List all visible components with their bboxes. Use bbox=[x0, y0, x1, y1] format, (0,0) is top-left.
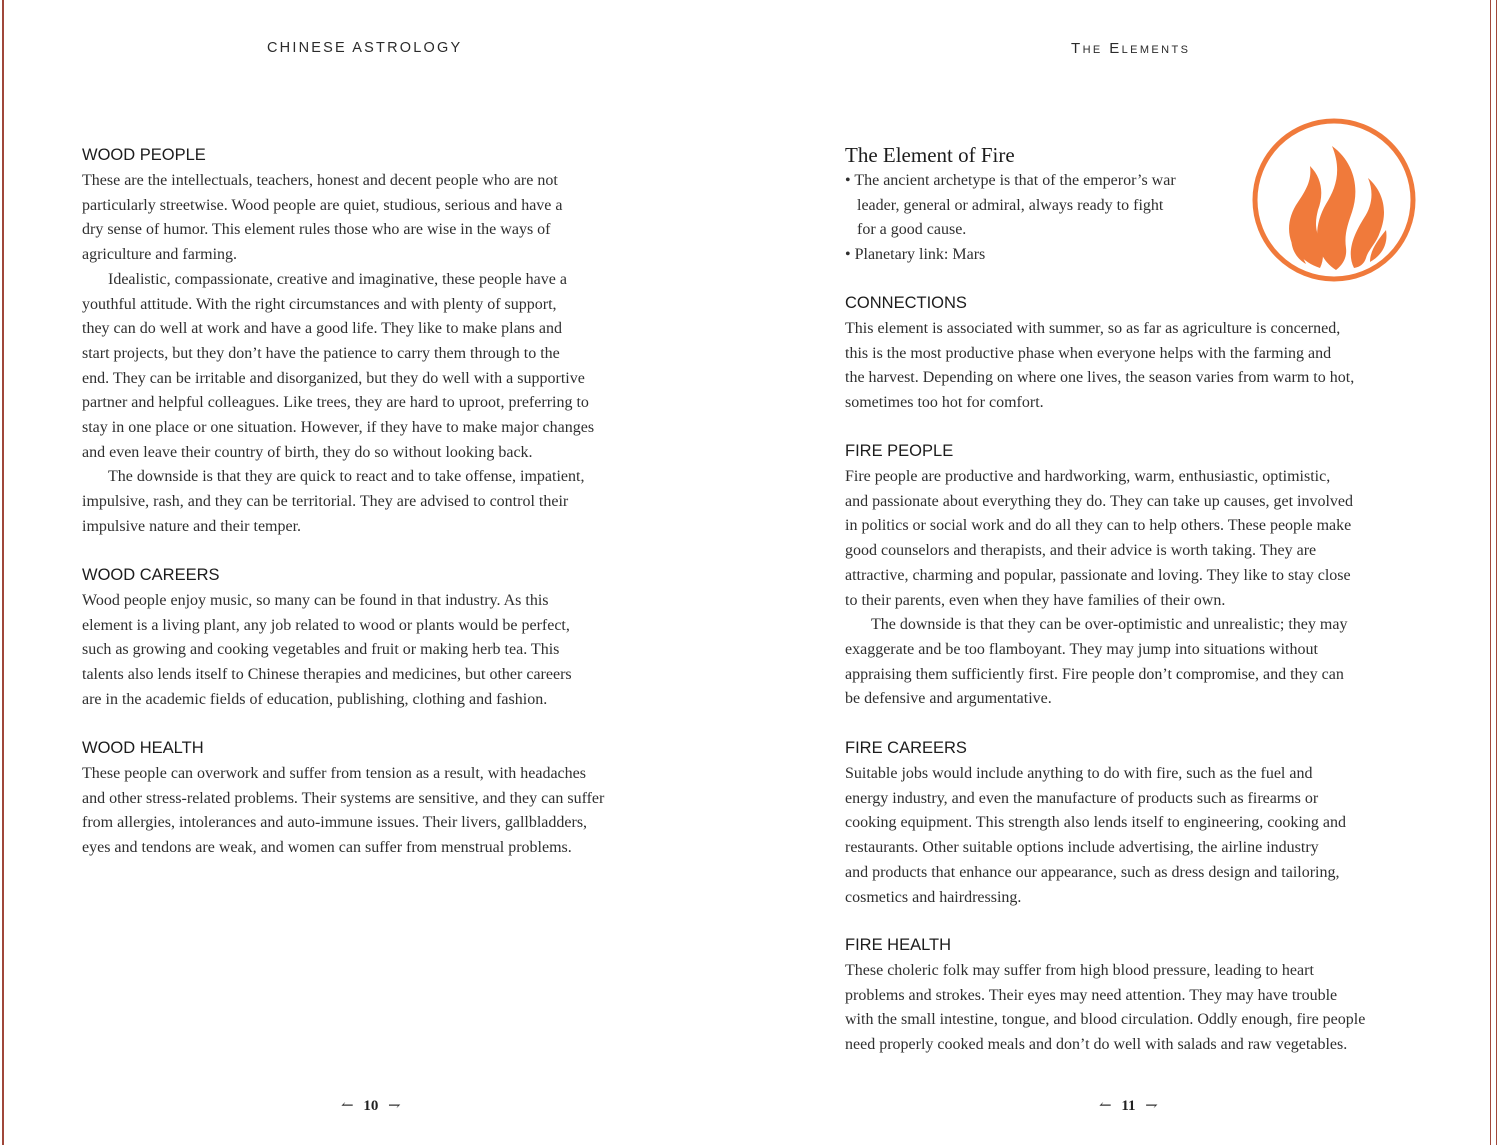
element-title: The Element of Fire bbox=[845, 143, 1015, 167]
paragraph: Fire people are productive and hardworking, warm, enthusiastic, optimistic, and passionate about everything they do. They can take up causes, get involved in politics or social work and do all they can to help others. These people make good counselors and therapists, and their advice is worth taking. They are attractive, charming and popular, passionate and loving. They like to stay close to their parents, even when they have families of their own. bbox=[845, 468, 1353, 609]
page-number: ↼ 11 ⇁ bbox=[1099, 1098, 1158, 1114]
paragraph: The downside is that they can be over-optimistic and unrealistic; they may exaggerate and be too flamboyant. They may jump into situations without appraising them sufficiently first. Fire people don’t compromise, and they can be defensive and argumentative. bbox=[845, 616, 1348, 708]
ornament-right-icon: ⇁ bbox=[1145, 1098, 1158, 1114]
page-number: ↼ 10 ⇁ bbox=[341, 1098, 401, 1114]
right-page bbox=[750, 0, 1500, 1145]
wood-health-section bbox=[82, 736, 682, 861]
ornament-left-icon: ↼ bbox=[341, 1098, 354, 1114]
paragraph: These people can overwork and suffer from tension as a result, with headaches and other stress-related problems. Their systems are sensitive, and they can suffer from allergies, intolerances and auto-immune issues. Their livers, gallbladders, eyes and tendons are weak, and women can suffer from menstrual problems. bbox=[82, 765, 605, 857]
section-title: WOOD CAREERS bbox=[82, 566, 220, 584]
fire-careers-section bbox=[845, 736, 1445, 910]
fire-people-section bbox=[845, 439, 1445, 712]
ornament-left-icon: ↼ bbox=[1099, 1098, 1112, 1114]
ornament-right-icon: ⇁ bbox=[388, 1098, 401, 1114]
element-intro bbox=[845, 141, 1245, 268]
wood-careers-section bbox=[82, 563, 682, 713]
paragraph: This element is associated with summer, so as far as agriculture is concerned, this is the most productive phase when everyone helps with the farming and the harvest. Depending on where one lives, the season varies from warm to hot, sometimes too hot for comfort. bbox=[845, 320, 1355, 412]
bullet-item: • The ancient archetype is that of the emperor’s war leader, general or admiral, always ready to fight for a good cause. bbox=[845, 172, 1176, 239]
running-head: CHINESE ASTROLOGY bbox=[267, 40, 463, 56]
connections-section bbox=[845, 291, 1445, 416]
paragraph: These are the intellectuals, teachers, honest and decent people who are not particularly streetwise. Wood people are quiet, studious, serious and have a dry sense of humor. This element rules those who are wise in the ways of agriculture and farming. bbox=[82, 172, 563, 264]
paragraph: Wood people enjoy music, so many can be found in that industry. As this element is a living plant, any job related to wood or plants would be perfect, such as growing and cooking vegetables and fruit or making herb tea. This talents also lends itself to Chinese therapies and medicines, but other careers are in the academic fields of education, publishing, clothing and fashion. bbox=[82, 592, 572, 708]
section-title: WOOD HEALTH bbox=[82, 739, 204, 757]
fire-flame-icon bbox=[1250, 116, 1418, 284]
wood-people-section bbox=[82, 143, 682, 540]
section-title: CONNECTIONS bbox=[845, 294, 967, 312]
section-title: FIRE HEALTH bbox=[845, 936, 952, 954]
section-title: FIRE PEOPLE bbox=[845, 442, 954, 460]
section-title: FIRE CAREERS bbox=[845, 739, 967, 757]
paragraph: These choleric folk may suffer from high blood pressure, leading to heart problems and strokes. Their eyes may need attention. They may have trouble with the small intestine, tongue, and blood circulation. Oddly enough, fire people need properly cooked meals and don’t do well with salads and raw vegetables. bbox=[845, 962, 1366, 1054]
paragraph: Idealistic, compassionate, creative and imaginative, these people have a youthful attitude. With the right circumstances and with plenty of support, they can do well at work and have a good life. They like to make plans and start projects, but they don’t have the patience to carry them through to the end. They can be irritable and disorganized, but they do well with a supportive partner and helpful colleagues. Like trees, they are hard to uproot, preferring to stay in one place or one situation. However, if they have to make major changes and even leave their country of birth, they do so without looking back. bbox=[82, 270, 595, 461]
paragraph: Suitable jobs would include anything to do with fire, such as the fuel and energy industry, and even the manufacture of products such as firearms or cooking equipment. This strength also lends itself to engineering, cooking and restaurants. Other suitable options include advertising, the airline industry and products that enhance our appearance, such as dress design and tailoring, cosmetics and hairdressing. bbox=[845, 765, 1346, 906]
section-title: WOOD PEOPLE bbox=[82, 146, 206, 164]
running-head: The Elements bbox=[1071, 40, 1191, 57]
bullet-item: • Planetary link: Mars bbox=[845, 246, 986, 264]
fire-health-section bbox=[845, 933, 1445, 1058]
paragraph: The downside is that they are quick to react and to take offense, impatient, impulsive, rash, and they can be territorial. They are advised to control their impulsive nature and their temper. bbox=[82, 468, 585, 535]
